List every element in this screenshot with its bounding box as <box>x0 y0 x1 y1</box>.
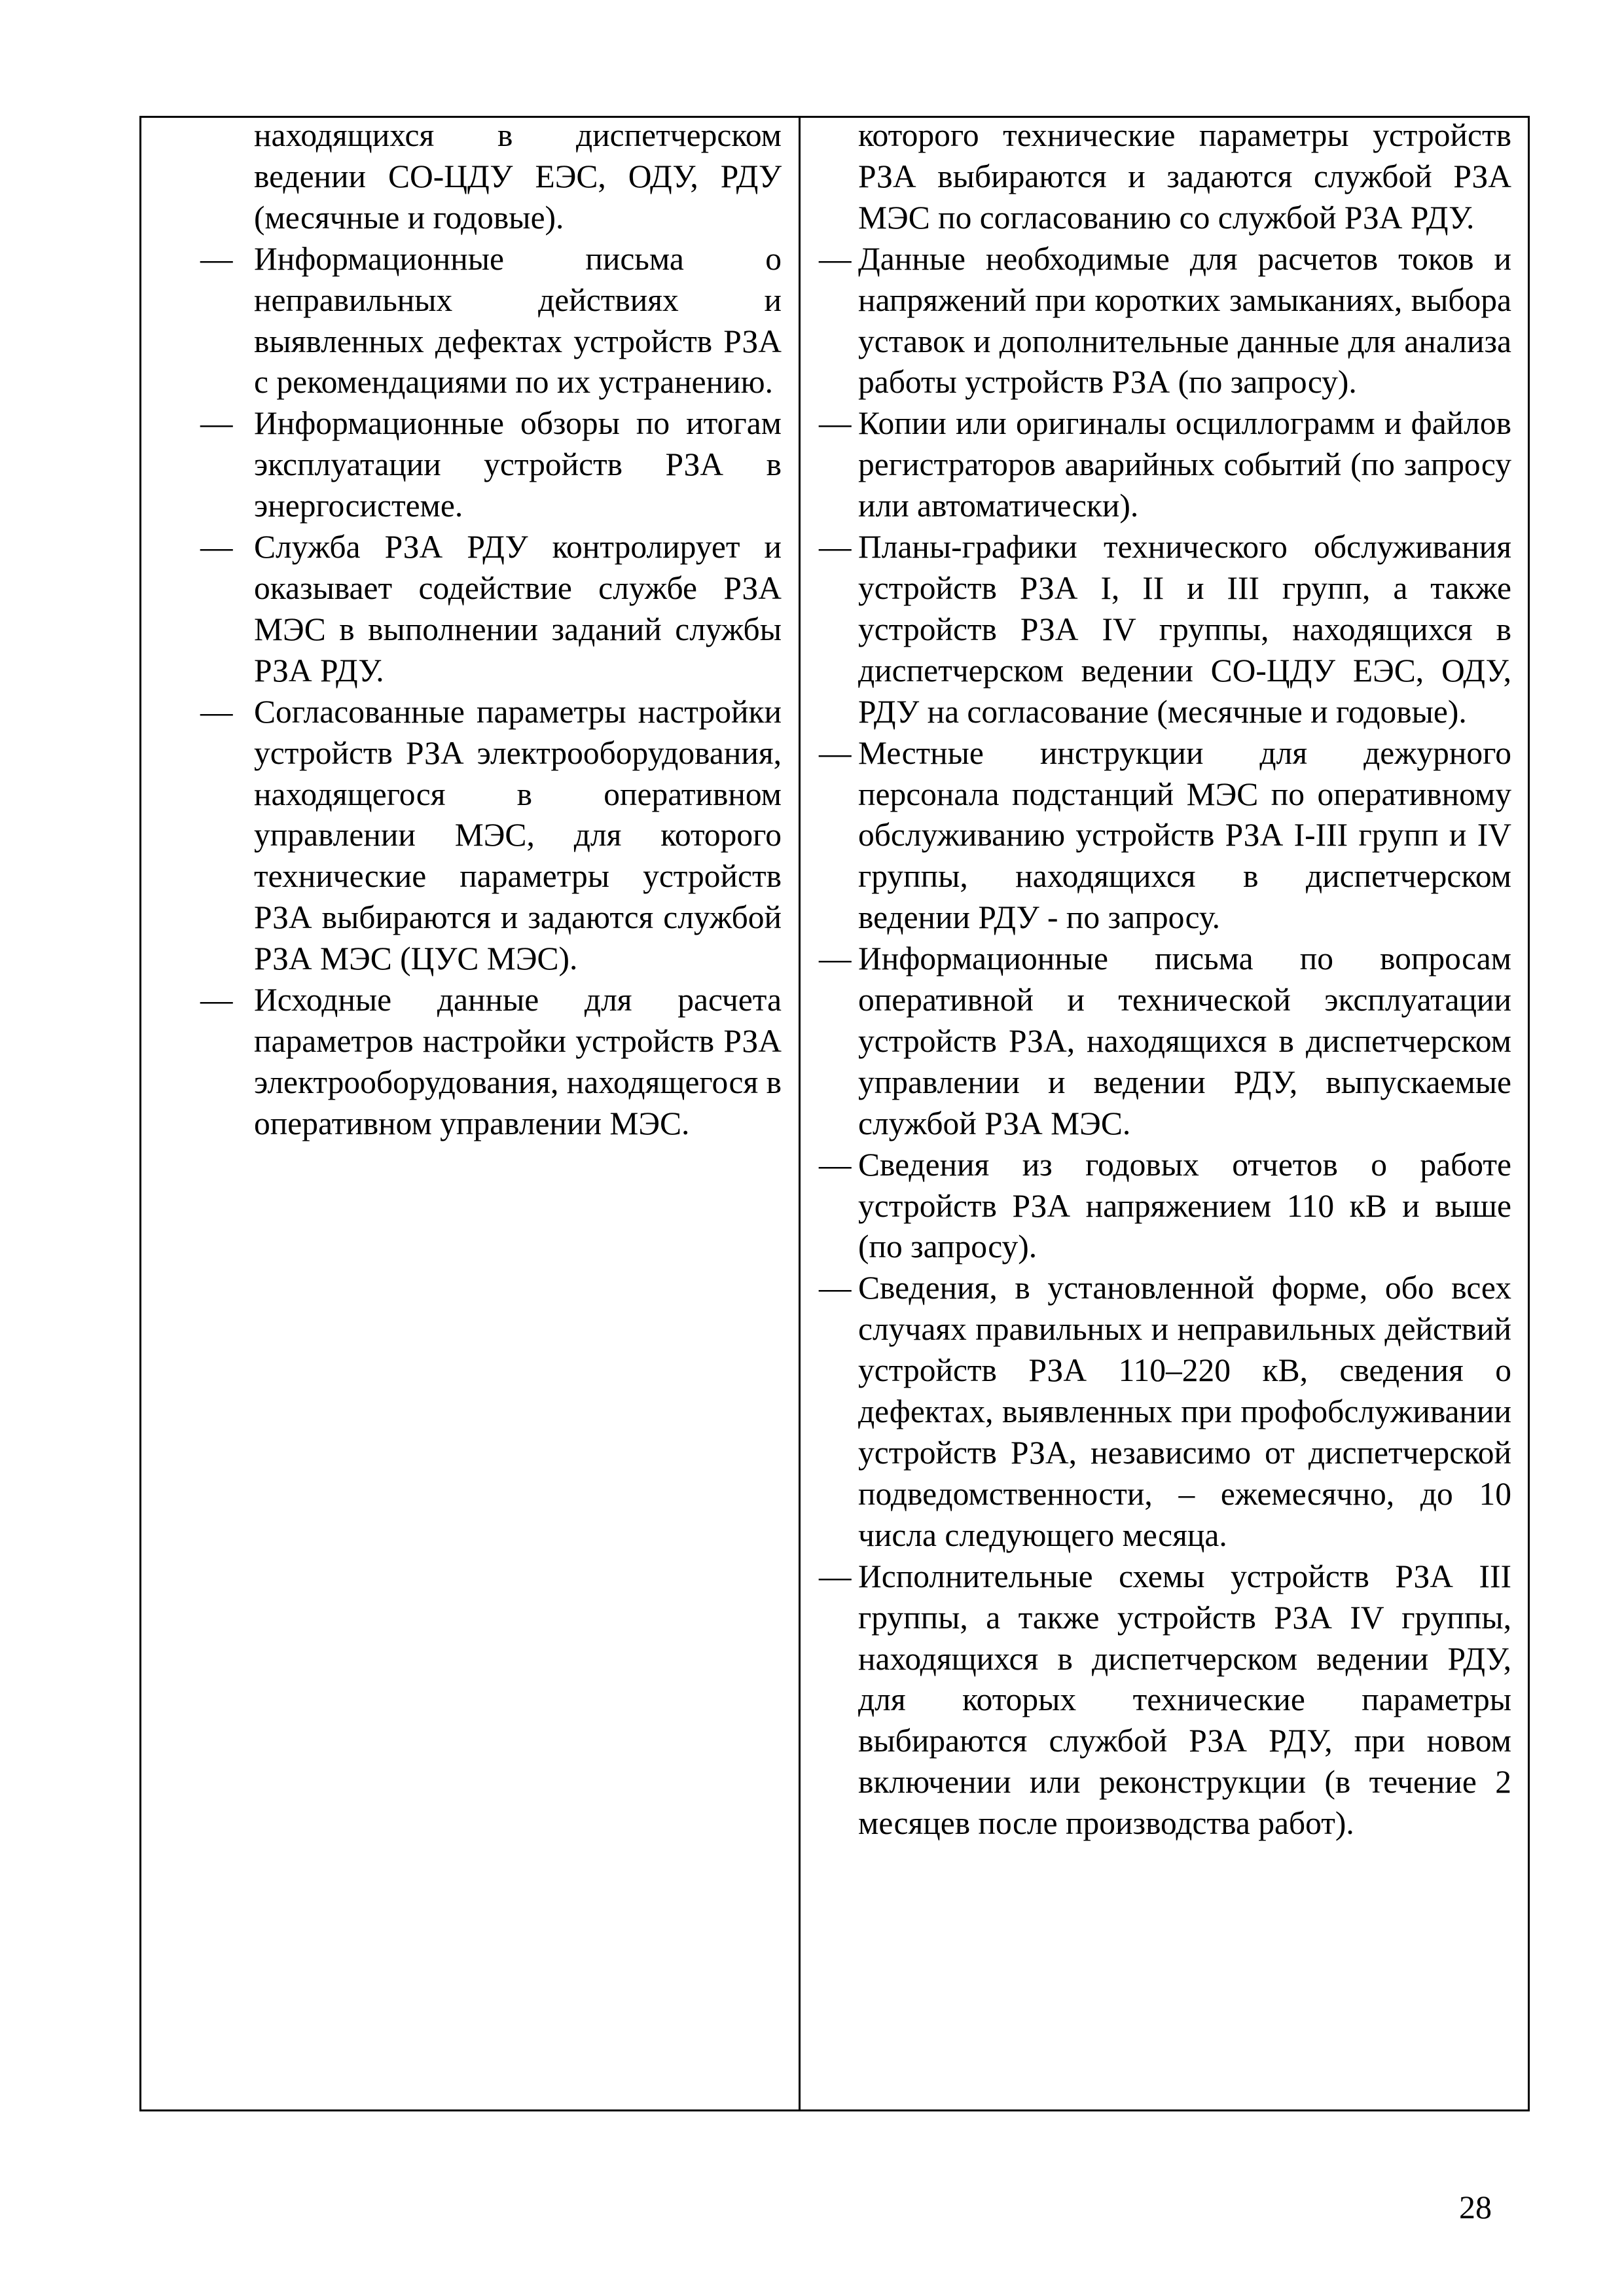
left-item-text: Информационные обзоры по итогам эксплуатации устройств РЗА в энергосистеме. <box>254 405 782 524</box>
right-item-text: Копии или оригиналы осциллограмм и файлов регистраторов аварийных событий (по запросу или автоматически). <box>858 405 1511 524</box>
left-item-text: Согласованные параметры настройки устройств РЗА электрооборудования, находящегося в оперативном управлении МЭС, для которого технические параметры устройств РЗА выбираются и задаются службой РЗА МЭС (ЦУС МЭС). <box>254 693 782 977</box>
left-continuation-text: находящихся в диспетчерском ведении СО-ЦДУ ЕЭС, ОДУ, РДУ (месячные и годовые). <box>254 117 782 236</box>
right-item-text: Информационные письма по вопросам оперативной и технической эксплуатации устройств РЗА, находящихся в диспетчерском управлении и ведении РДУ, выпускаемые службой РЗА МЭС. <box>858 941 1511 1141</box>
dash-bullet: — <box>200 405 233 442</box>
dash-bullet: — <box>819 1146 852 1183</box>
document-table <box>139 116 1530 2111</box>
right-item-text: Местные инструкции для дежурного персонала подстанций МЭС по оперативному обслуживанию устройств РЗА I-III групп и IV группы, находящихся в диспетчерском ведении РДУ - по запросу. <box>858 734 1511 936</box>
left-list-item <box>200 239 782 404</box>
left-item-text: Информационные письма о неправильных действиях и выявленных дефектах устройств РЗА с рекомендациями по их устранению. <box>254 240 782 401</box>
dash-bullet: — <box>819 1270 852 1306</box>
right-item-text: Сведения из годовых отчетов о работе устройств РЗА напряжением 110 кВ и выше (по запросу). <box>858 1146 1511 1265</box>
right-continuation-text: которого технические параметры устройств РЗА выбираются и задаются службой РЗА МЭС по согласованию со службой РЗА РДУ. <box>858 117 1511 236</box>
right-list-item <box>819 939 1511 1145</box>
right-list-item <box>819 403 1511 527</box>
dash-bullet: — <box>200 693 233 730</box>
left-item-text: Исходные данные для расчета параметров настройки устройств РЗА электрооборудования, находящегося в оперативном управлении МЭС. <box>254 982 782 1141</box>
right-list-item <box>819 733 1511 939</box>
right-list-item <box>819 1268 1511 1556</box>
dash-bullet: — <box>819 1558 852 1594</box>
dash-bullet: — <box>819 941 852 977</box>
right-list-item <box>819 527 1511 733</box>
left-list-item <box>200 980 782 1145</box>
right-column <box>799 118 1528 2109</box>
left-list-item <box>200 692 782 980</box>
dash-bullet: — <box>200 240 233 277</box>
dash-bullet: — <box>200 982 233 1018</box>
left-item-text: Служба РЗА РДУ контролирует и оказывает содействие службе РЗА МЭС в выполнении заданий службы РЗА РДУ. <box>254 529 782 689</box>
right-item-text: Сведения, в установленной форме, обо всех случаях правильных и неправильных действий устройств РЗА 110–220 кВ, сведения о дефектах, выявленных при профобслуживании устройств РЗА, независимо от диспетчерской подведомственности, – ежемесячно, до 10 числа следующего месяца. <box>858 1270 1511 1553</box>
dash-bullet: — <box>200 529 233 565</box>
dash-bullet: — <box>819 405 852 442</box>
left-list-item <box>200 527 782 692</box>
page-number: 28 <box>1459 2189 1492 2225</box>
right-list-item <box>819 239 1511 404</box>
right-item-text: Исполнительные схемы устройств РЗА III группы, а также устройств РЗА IV группы, находящихся в диспетчерском ведении РДУ, для которых технические параметры выбираются службой РЗА РДУ, при новом включении или реконструкции (в течение 2 месяцев после производства работ). <box>858 1558 1511 1842</box>
dash-bullet: — <box>819 240 852 277</box>
left-list-item <box>200 403 782 527</box>
right-list-item <box>819 1145 1511 1268</box>
left-column <box>141 118 799 2109</box>
right-item-text: Данные необходимые для расчетов токов и напряжений при коротких замыканиях, выбора уставок и дополнительные данные для анализа работы устройств РЗА (по запросу). <box>858 240 1511 401</box>
right-list-item <box>819 1556 1511 1844</box>
dash-bullet: — <box>819 529 852 565</box>
dash-bullet: — <box>819 734 852 771</box>
right-item-text: Планы-графики технического обслуживания устройств РЗА I, II и III групп, а также устройств РЗА IV группы, находящихся в диспетчерском ведении СО-ЦДУ ЕЭС, ОДУ, РДУ на согласование (месячные и годовые). <box>858 529 1511 730</box>
